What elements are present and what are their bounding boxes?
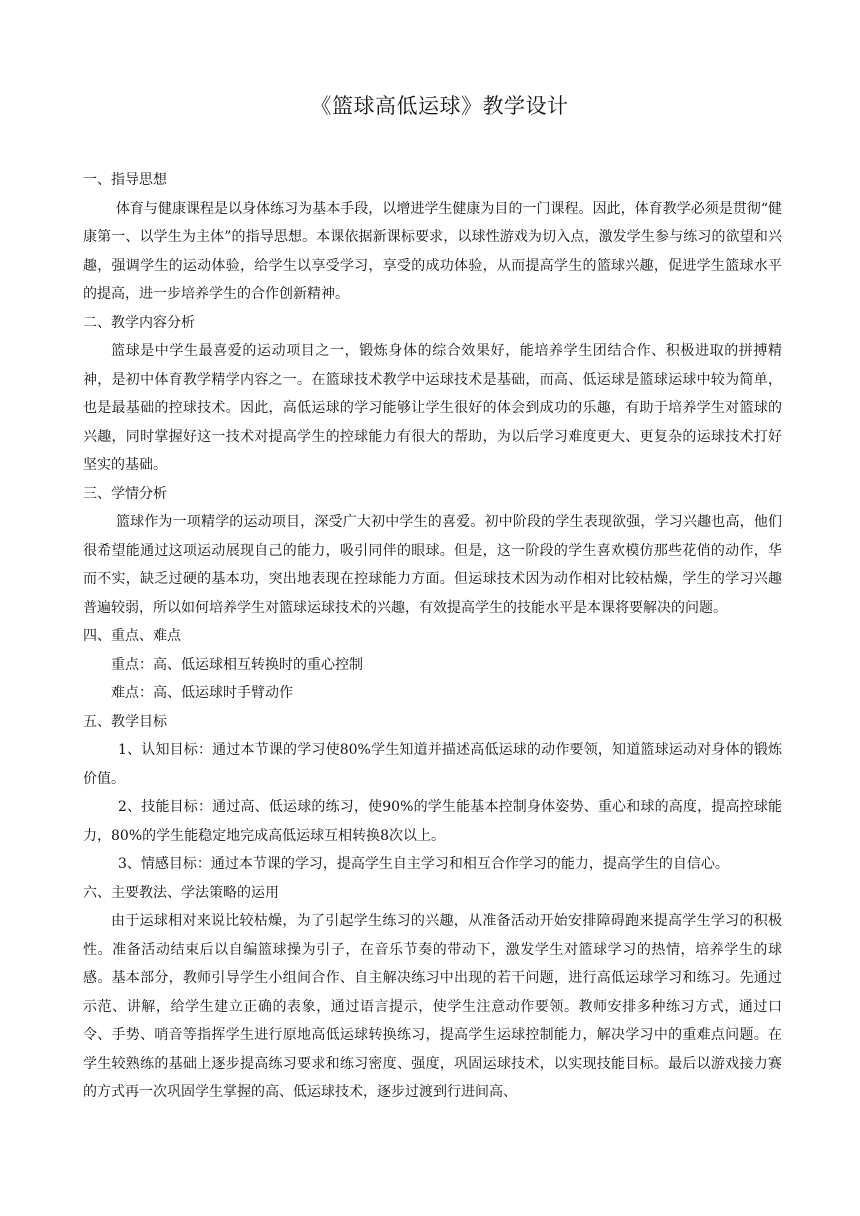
goal-item-emotional: 3、情感目标：通过本节课的学习，提高学生自主学习和相互合作学习的能力，提高学生的自信心。 — [118, 856, 729, 872]
goal-item-skill: 2、技能目标：通过高、低运球的练习，使90%的学生能基本控制身体姿势、重心和球的高度，提高控球能力，80%的学生能稳定地完成高低运球互相转换8次以上。 — [83, 799, 782, 844]
difficult-point-item: 难点：高、低运球时手臂动作 — [111, 685, 293, 701]
section-learner-analysis — [83, 480, 782, 623]
section-heading: 三、学情分析 — [83, 485, 167, 502]
key-point-item: 重点：高、低运球相互转换时的重心控制 — [111, 656, 363, 673]
section-content-analysis — [83, 309, 782, 480]
section-paragraph: 篮球是中学生最喜爱的运动项目之一，锻炼身体的综合效果好，能培养学生团结合作、积极进取的拼搏精神，是初中体育教学精学内容之一。在篮球技术教学中运球技术是基础，而高、低运球是篮球运球中较为简单，也是最基础的控球技术。因此，高低运球的学习能够让学生很好的体会到成功的乐趣，有助于培养学生对篮球的兴趣，同时掌握好这一技术对提高学生的控球能力有很大的帮助，为以后学习难度更大、更复杂的运球技术打好坚实的基础。 — [83, 343, 782, 473]
section-heading: 二、教学内容分析 — [83, 314, 195, 331]
section-heading: 一、指导思想 — [83, 172, 167, 188]
goal-item-cognitive: 1、认知目标：通过本节课的学习使80%学生知道并描述高低运球的动作要领，知道篮球运动对身体的锻炼价值。 — [83, 742, 782, 787]
section-paragraph: 篮球作为一项精学的运动项目，深受广大初中学生的喜爱。初中阶段的学生表现欲强，学习兴趣也高，他们很希望能通过这项运动展现自己的能力，吸引同伴的眼球。但是，这一阶段的学生喜欢模仿那些花俏的动作，华而不实，缺乏过硬的基本功，突出地表现在控球能力方面。但运球技术因为动作相对比较枯燥，学生的学习兴趣普遍较弱，所以如何培养学生对篮球运球技术的兴趣，有效提高学生的技能水平是本课将要解决的问题。 — [83, 514, 782, 616]
document-title: 《篮球高低运球》教学设计 — [310, 94, 569, 118]
section-paragraph: 体育与健康课程是以身体练习为基本手段，以增进学生健康为目的一门课程。因此，体育教学必须是贯彻“健康第一、以学生为主体”的指导思想。本课依据新课标要求，以球性游戏为切入点，激发学生参与练习的欲望和兴趣，强调学生的运动体验，给学生以享受学习，享受的成功体验，从而提高学生的篮球兴趣，促进学生篮球水平的提高，进一步培养学生的合作创新精神。 — [83, 200, 782, 302]
section-teaching-goals — [83, 708, 782, 879]
section-heading: 五、教学目标 — [83, 713, 167, 730]
section-teaching-methods — [83, 879, 782, 1107]
section-heading: 四、重点、难点 — [83, 628, 181, 644]
section-guiding-ideology — [83, 166, 782, 309]
section-heading: 六、主要教法、学法策略的运用 — [83, 884, 279, 901]
section-key-points — [83, 622, 782, 708]
section-paragraph: 由于运球相对来说比较枯燥，为了引起学生练习的兴趣，从准备活动开始安排障碍跑来提高学生学习的积极性。准备活动结束后以自编篮球操为引子，在音乐节奏的带动下，激发学生对篮球学习的热情，培养学生的球感。基本部分，教师引导学生小组间合作、自主解决练习中出现的若干问题，进行高低运球学习和练习。先通过示范、讲解，给学生建立正确的表象，通过语言提示，使学生注意动作要领。教师安排多种练习方式，通过口令、手势、哨音等指挥学生进行原地高低运球转换练习，提高学生运球控制能力，解决学习中的重难点问题。在学生较熟练的基础上逐步提高练习要求和练习密度、强度，巩固运球技术，以实现技能目标。最后以游戏接力赛的方式再一次巩固学生掌握的高、低运球技术，逐步过渡到行进间高、 — [83, 913, 782, 1100]
